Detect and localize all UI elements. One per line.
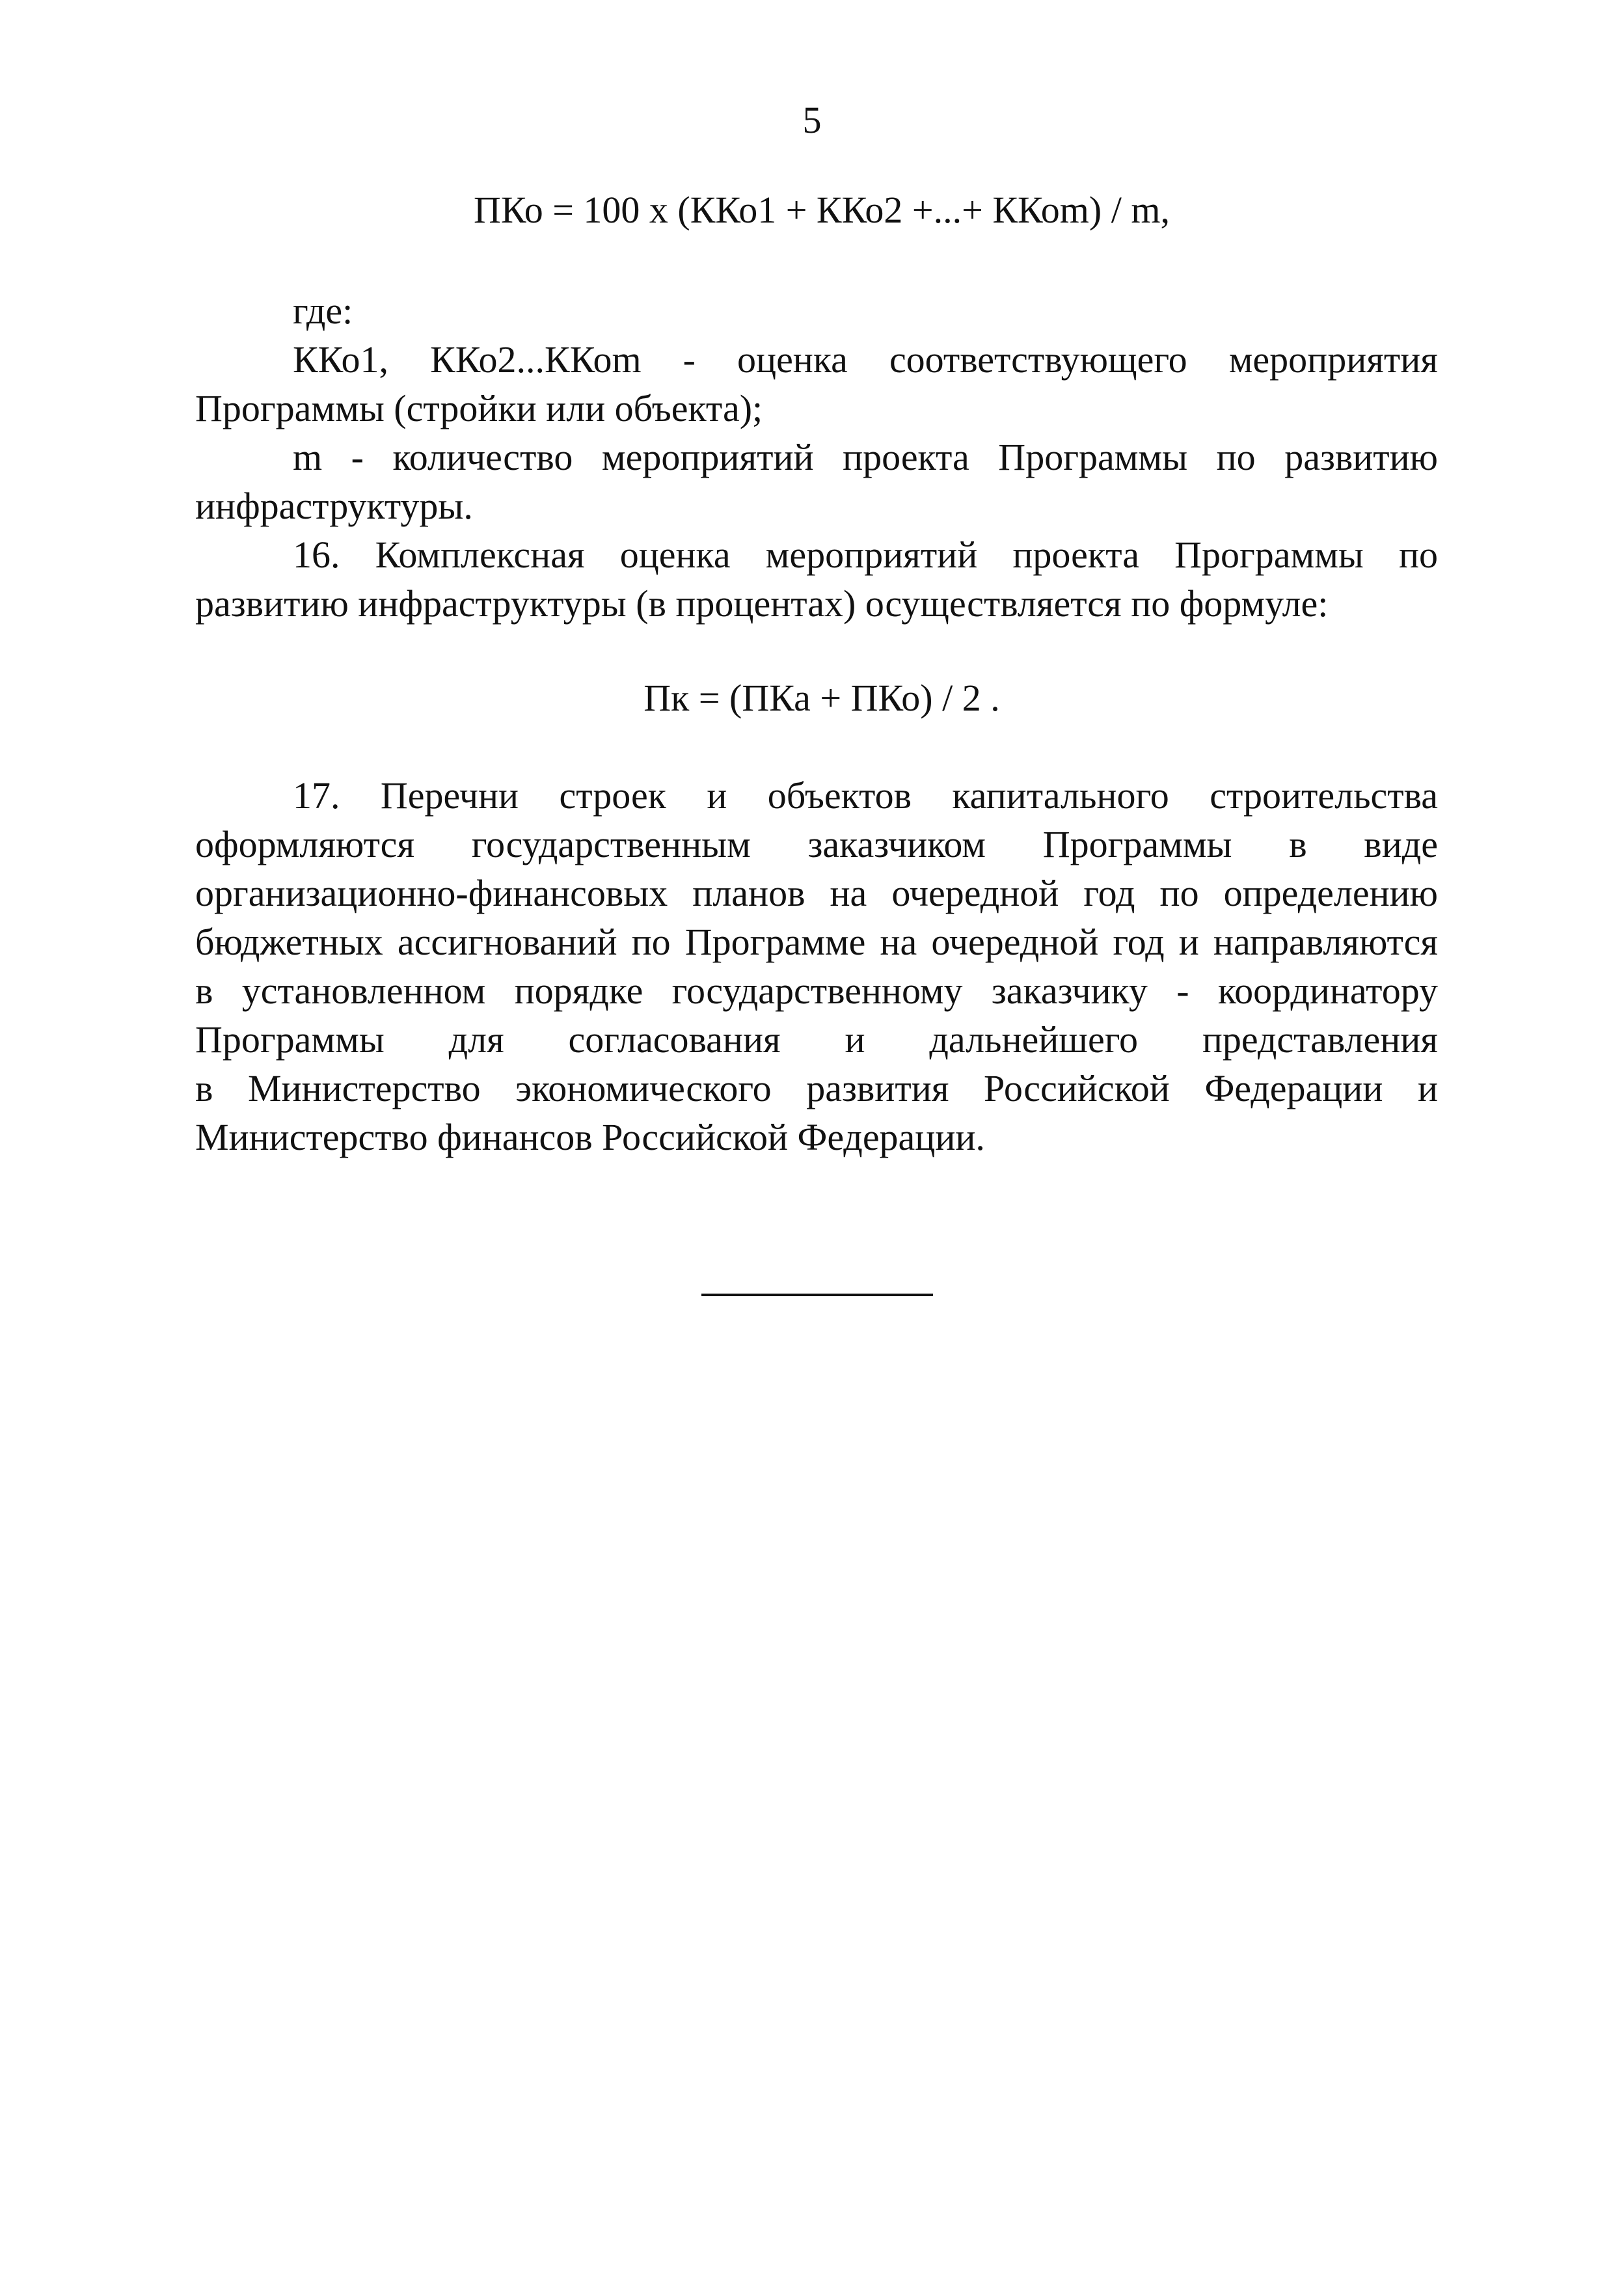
definition-kko (195, 335, 1438, 433)
paragraph-16-line-2: развитию инфраструктуры (в процентах) осуществляется по формуле: (195, 582, 1329, 625)
formula-pko: ПКо = 100 х (ККо1 + ККо2 +...+ ККоm) / m, (474, 189, 1170, 231)
definition-m (195, 433, 1438, 530)
definition-kko-line-2: Программы (стройки или объекта); (195, 387, 763, 429)
paragraph-16-line-1: 16. Комплексная оценка мероприятий проекта Программы по (293, 534, 1438, 576)
page-number: 5 (802, 99, 822, 141)
formula-pk: Пк = (ПКа + ПКо) / 2 . (643, 677, 1000, 719)
paragraph-17-line-4: бюджетных ассигнований по Программе на очередной год и направляются (195, 921, 1438, 963)
paragraph-17-line-1: 17. Перечни строек и объектов капитального строительства (293, 774, 1438, 817)
definition-m-line-2: инфраструктуры. (195, 485, 473, 527)
paragraph-17-line-7: в Министерство экономического развития Российской Федерации и (195, 1067, 1438, 1109)
paragraph-17 (195, 771, 1438, 1161)
paragraph-17-line-6: Программы для согласования и дальнейшего представления (195, 1018, 1438, 1061)
where-label-block (195, 286, 1438, 335)
paragraph-17-line-8: Министерство финансов Российской Федерации. (195, 1116, 985, 1158)
paragraph-17-line-3: организационно-финансовых планов на очередной год по определению (195, 872, 1438, 914)
where-label: где: (293, 290, 353, 332)
definition-kko-line-1: ККо1, ККо2...ККоm - оценка соответствующего мероприятия (293, 338, 1438, 381)
end-of-document-rule (701, 1294, 933, 1296)
paragraph-16 (195, 530, 1438, 628)
paragraph-17-line-5: в установленном порядке государственному заказчику - координатору (195, 970, 1438, 1012)
paragraph-17-line-2: оформляются государственным заказчиком Программы в виде (195, 823, 1438, 865)
definition-m-line-1: m - количество мероприятий проекта Программы по развитию (293, 436, 1438, 478)
